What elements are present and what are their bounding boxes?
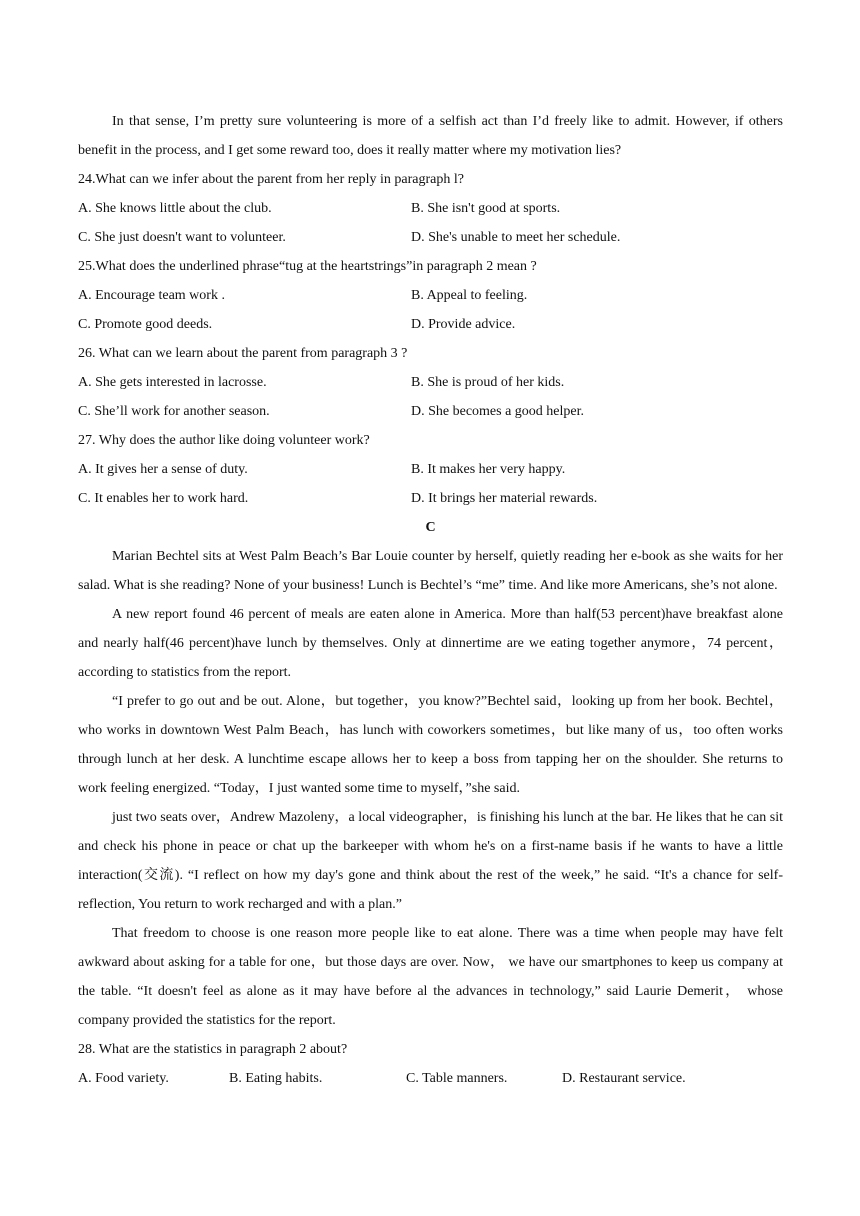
option-28-b: B. Eating habits. [229,1071,323,1086]
passage-c-paragraph-3: “I prefer to go out and be out. Alone，but together，you know?”Bechtel said，looking up from her book. Bechtel，who works in downtown West Palm Beach，has lunch with coworkers sometimes，but like many of us，too often works through lunch at her desk. A lunchtime escape allows her to keep a boss from tapping her on the shoulder. She returns to work feeling energized. “Today，I just wanted some time to myself，”she said. [78,694,783,796]
option-28-c: C. Table manners. [406,1071,508,1086]
question-27-options-row-2 [78,484,783,513]
option-26-c: C. She’ll work for another season. [78,404,270,419]
option-24-d: D. She's unable to meet her schedule. [411,230,621,245]
option-25-d: D. Provide advice. [411,317,516,332]
option-27-c: C. It enables her to work hard. [78,491,249,506]
option-24-b: B. She isn't good at sports. [411,201,561,216]
passage-c-paragraph-2: A new report found 46 percent of meals are eaten alone in America. More than half(53 percent)have breakfast alone and nearly half(46 percent)have lunch by themselves. Only at dinnertime are we eating together anymore，74 percent，according to statistics from the report. [78,607,783,680]
option-28-d: D. Restaurant service. [562,1071,686,1086]
question-24-options-row-2 [78,223,783,252]
question-26-options-row-2 [78,397,783,426]
question-26-options-row-1 [78,368,783,397]
option-27-d: D. It brings her material rewards. [411,491,598,506]
passage-c-paragraph-5: That freedom to choose is one reason more people like to eat alone. There was a time when people may have felt awkward about asking for a table for one，but those days are over. Now， we have our smartphones to keep us company at the table. “It doesn't feel as alone as it may have before al the advances in technology,” said Laurie Demerit， whose company provided the statistics for the report. [78,926,783,1028]
option-28-a: A. Food variety. [78,1071,169,1086]
question-25-options-row-2 [78,310,783,339]
question-25-options-row-1 [78,281,783,310]
option-27-b: B. It makes her very happy. [411,462,566,477]
passage-c-paragraph-4: just two seats over，Andrew Mazoleny，a local videographer，is finishing his lunch at the bar. He likes that he can sit and check his phone in peace or chat up the barkeeper with whom he's on a first-name basis if he wants to have a little interaction(交流). “I reflect on how my day's gone and think about the rest of the week,” he said. “It's a chance for self-reflection, You return to work recharged and with a plan.” [78,810,783,912]
question-26-stem: 26. What can we learn about the parent from paragraph 3 ? [78,346,408,361]
question-28-stem: 28. What are the statistics in paragraph 2 about? [78,1042,348,1057]
option-25-c: C. Promote good deeds. [78,317,213,332]
option-25-a: A. Encourage team work . [78,288,225,303]
option-26-d: D. She becomes a good helper. [411,404,585,419]
question-27-options-row-1 [78,455,783,484]
option-26-a: A. She gets interested in lacrosse. [78,375,267,390]
exam-page [78,107,783,1093]
passage-c-paragraph-1: Marian Bechtel sits at West Palm Beach’s Bar Louie counter by herself, quietly reading her e-book as she waits for her salad. What is she reading? None of your business! Lunch is Bechtel’s “me” time. And like more Americans, she’s not alone. [78,549,783,593]
question-24-options-row-1 [78,194,783,223]
question-25-stem: 25.What does the underlined phrase“tug at the heartstrings”in paragraph 2 mean ? [78,259,537,274]
option-25-b: B. Appeal to feeling. [411,288,528,303]
option-24-a: A. She knows little about the club. [78,201,272,216]
option-27-a: A. It gives her a sense of duty. [78,462,248,477]
question-28-options-row [78,1064,783,1093]
option-24-c: C. She just doesn't want to volunteer. [78,230,286,245]
passage-paragraph: In that sense, I’m pretty sure volunteering is more of a selfish act than I’d freely like to admit. However, if others benefit in the process, and I get some reward too, does it really matter where my motivation lies? [78,114,783,158]
question-24-stem: 24.What can we infer about the parent from her reply in paragraph l? [78,172,464,187]
option-26-b: B. She is proud of her kids. [411,375,565,390]
section-heading: C [425,520,436,535]
question-27-stem: 27. Why does the author like doing volunteer work? [78,433,370,448]
